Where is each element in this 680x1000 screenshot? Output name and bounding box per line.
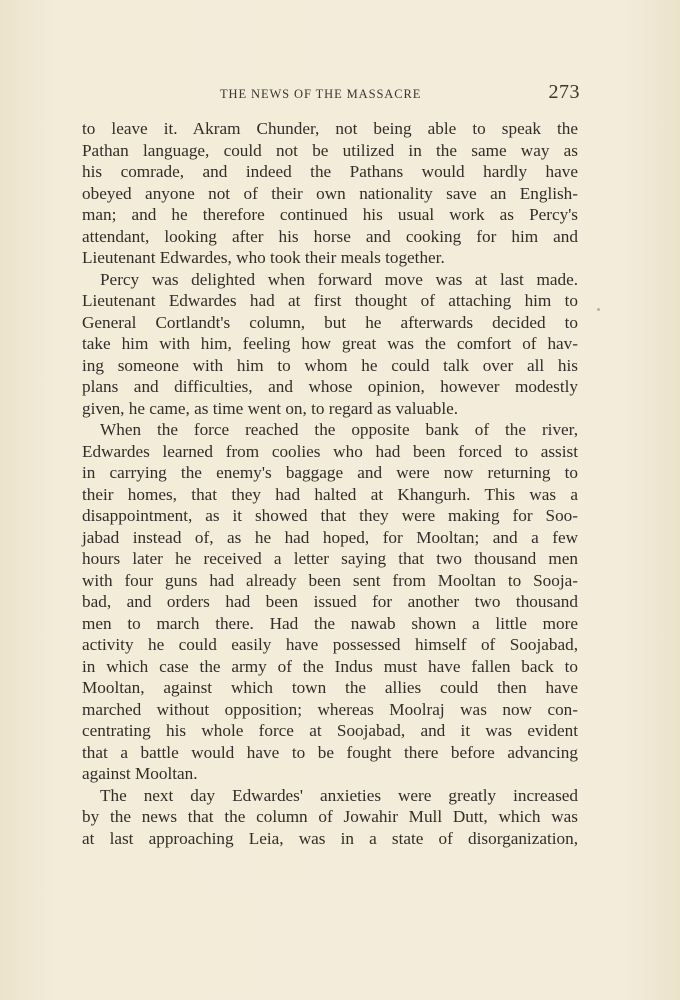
text-line: Lieutenant Edwardes, who took their meals together. bbox=[82, 248, 445, 267]
text-line: given, he came, as time went on, to regard as valuable. bbox=[82, 398, 459, 418]
text-line: attendant, looking after his horse and cooking for him and bbox=[82, 226, 578, 246]
page-number: 273 bbox=[548, 81, 580, 103]
text-line: Lieutenant Edwardes had at first thought of attaching him to bbox=[82, 291, 578, 310]
text-line: in which case the army of the Indus must have fallen back to bbox=[82, 656, 578, 676]
body-text bbox=[82, 118, 578, 849]
text-line: his comrade, and indeed the Pathans would hardly have bbox=[82, 162, 578, 181]
running-title: THE NEWS OF THE MASSACRE bbox=[220, 87, 422, 101]
text-line: activity he could easily have possessed himself of Soojabad, bbox=[82, 635, 578, 654]
text-line: jabad instead of, as he had hoped, for Mooltan; and a few bbox=[82, 527, 578, 547]
text-line: General Cortlandt's column, but he afterwards decided to bbox=[82, 312, 578, 332]
text-line: at last approaching Leia, was in a state of disorganization, bbox=[82, 828, 578, 848]
paragraph-start: The next day Edwardes' anxieties were greatly increased bbox=[100, 785, 578, 805]
text-line: to leave it. Akram Chunder, not being able to speak the bbox=[82, 119, 578, 138]
text-line: in carrying the enemy's baggage and were now returning to bbox=[82, 463, 578, 482]
text-line: their homes, that they had halted at Khangurh. This was a bbox=[82, 484, 578, 504]
text-line: ing someone with him to whom he could talk over all his bbox=[82, 355, 578, 375]
text-line: with four guns had already been sent from Mooltan to Sooja- bbox=[82, 570, 578, 590]
text-line: disappointment, as it showed that they were making for Soo- bbox=[82, 506, 578, 525]
text-line: by the news that the column of Jowahir Mull Dutt, which was bbox=[82, 807, 578, 826]
text-line: that a battle would have to be fought there before advancing bbox=[82, 742, 578, 762]
text-line: centrating his whole force at Soojabad, and it was evident bbox=[82, 721, 578, 740]
text-line: obeyed anyone not of their own nationality save an English- bbox=[82, 183, 578, 203]
text-line: Edwardes learned from coolies who had been forced to assist bbox=[82, 441, 578, 461]
text-line: bad, and orders had been issued for another two thousand bbox=[82, 592, 578, 611]
text-line: marched without opposition; whereas Moolraj was now con- bbox=[82, 699, 578, 719]
text-line: plans and difficulties, and whose opinion, however modestly bbox=[82, 377, 578, 396]
text-line: hours later he received a letter saying that two thousand men bbox=[82, 549, 578, 568]
paragraph-start: When the force reached the opposite bank of the river, bbox=[100, 420, 578, 439]
text-line: Mooltan, against which town the allies could then have bbox=[82, 678, 578, 697]
text-line: men to march there. Had the nawab shown a little more bbox=[82, 613, 578, 633]
running-header bbox=[82, 80, 582, 110]
paper-speck bbox=[597, 308, 600, 311]
text-line: Pathan language, could not be utilized in the same way as bbox=[82, 140, 578, 160]
text-line: against Mooltan. bbox=[82, 764, 198, 783]
text-line: take him with him, feeling how great was the comfort of hav- bbox=[82, 334, 578, 353]
paragraph-start: Percy was delighted when forward move was at last made. bbox=[100, 269, 578, 289]
text-line: man; and he therefore continued his usual work as Percy's bbox=[82, 205, 578, 224]
